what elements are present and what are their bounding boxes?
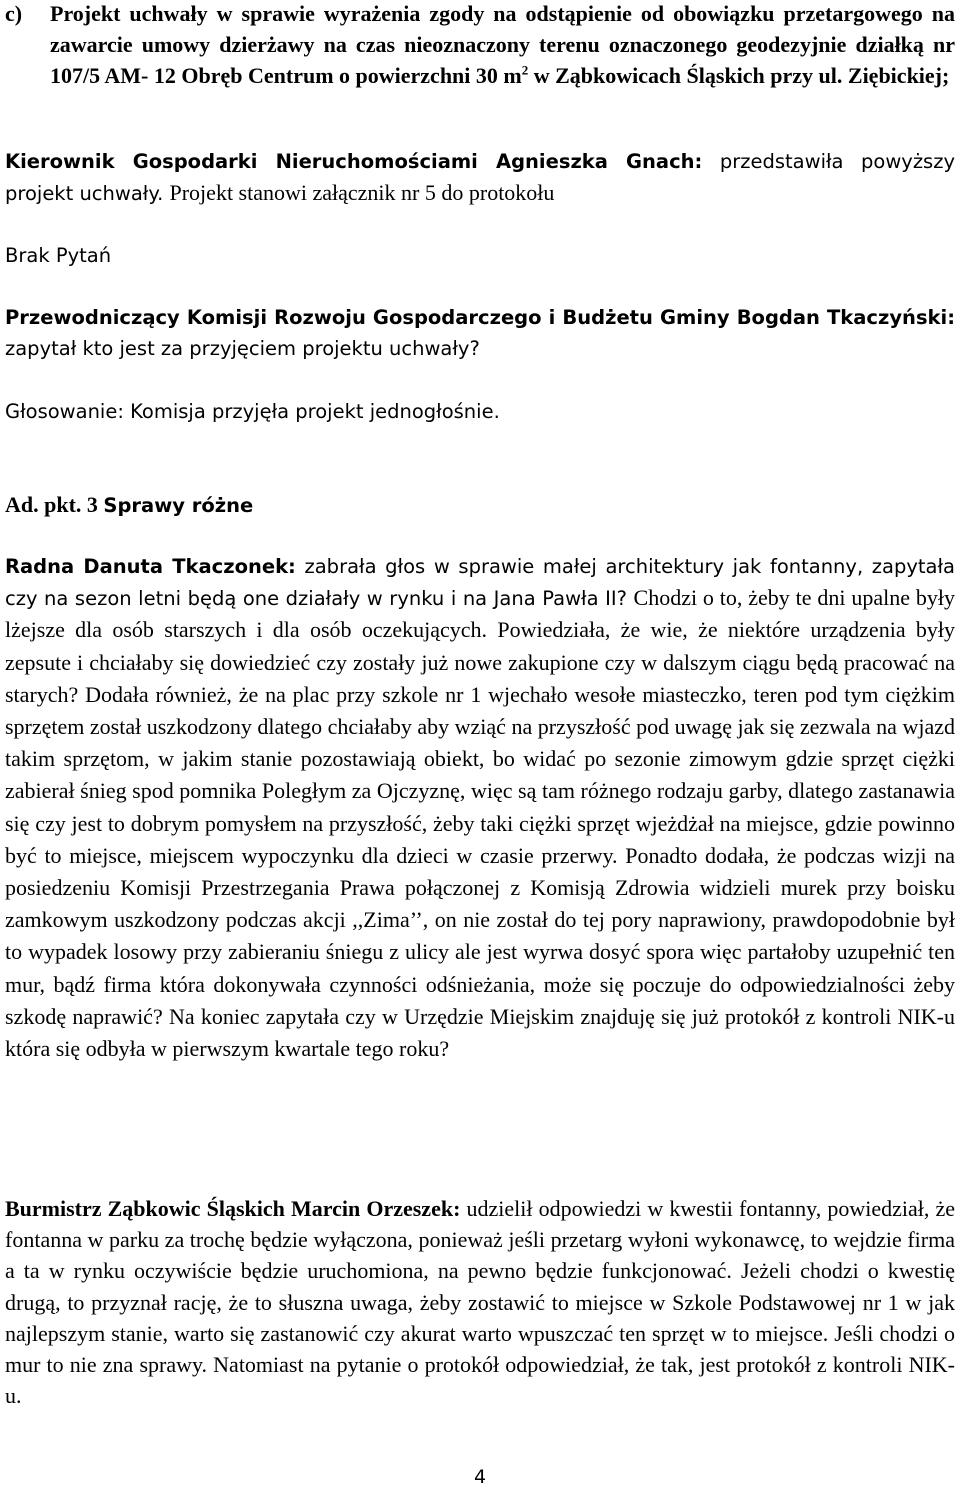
paragraph-vote: Głosowanie: Komisja przyjęła projekt jednogłośnie. (5, 400, 500, 423)
item-text: Projekt uchwały w sprawie wyrażenia zgody na odstąpienie od obowiązku przetargowego na zawarcie umowy dzierżawy na czas nieoznaczony terenu oznaczonego geodezyjnie działką nr 107/5 AM- 12 Obręb Centrum o powierzchni 30 $m^2$ w Ząbkowicach Śląskich przy ul. Ziębickiej; (50, 1, 955, 89)
paragraph-no-questions: Brak Pytań (5, 244, 112, 267)
speaker-name: Radna Danuta Tkaczonek: (5, 555, 296, 578)
speaker-name: Kierownik Gospodarki Nieruchomościami Agnieszka Gnach: (5, 150, 703, 173)
item-label: c) (5, 1, 23, 26)
page-number: 4 (473, 1466, 487, 1488)
agenda-item-c (5, 0, 955, 92)
paragraph-councillor: Radna Danuta Tkaczonek: zabrała głos w sprawie małej architektury jak fontanny, zapytała czy na sezon letni będą one działały w rynku i na Jana Pawła II? Chodzi o to, żeby te dni upalne były lżejsze dla osób starszych i dla osób oczekujących. Powiedziała, że wie, że niektóre urządzenia były zepsute i chciałaby się dowiedzieć czy zostały już nowe zakupione czy w dalszym ciągu będą pracować na starych? Dodała również, że na plac przy szkole nr 1 wjechało wesołe miasteczko, teren pod tym ciężkim sprzętem został uszkodzony dlatego chciałaby aby wziąć na przyszłość pod uwagę jak się zezwala na wjazd takim sprzętom, w jakim stanie pozostawiają obiekt, bo widać po sezonie zimowym gdzie sprzęt ciężki zabierał śnieg spod pomnika Poległym za Ojczyznę, więc są tam różnego rodzaju garby, dlatego zastanawia się czy jest to dobrym pomysłem na przyszłość, żeby taki ciężki sprzęt wjeżdżał na miejsce, gdzie powinno być to miejsce, miejscem wypoczynku dla dzieci w czasie przerwy. Ponadto dodała, że podczas wizji na posiedzeniu Komisji Przestrzegania Prawa połączonej z Komisją Zdrowia widzieli murek przy boisku zamkowym uszkodzony podczas akcji ,,Zima’’, on nie został do tej pory naprawiony, prawdopodobnie był to wypadek losowy przy zabieraniu śniegu z ulicy ale jest wyrwa dosyć spora więc partałoby uzupełnić ten mur, bądź firma która dokonywała czynności odśnieżania, może się poczuje do odpowiedzialności żeby szkodę naprawić? Na koniec zapytała czy w Urzędzie Miejskim znajduję się już protokół z kontroli NIK-u która się odbyła w pierwszym kwartale tego roku? (5, 555, 955, 1062)
speaker-name: Przewodniczący Komisji Rozwoju Gospodarczego i Budżetu Gminy Bogdan Tkaczyński: (5, 306, 955, 329)
paragraph-chair-question: Przewodniczący Komisji Rozwoju Gospodarczego i Budżetu Gminy Bogdan Tkaczyński: zapytał kto jest za przyjęciem projektu uchwały? (5, 306, 955, 361)
speaker-name: Burmistrz Ząbkowic Śląskich Marcin Orzeszek: (5, 1196, 461, 1221)
section-heading: Ad. pkt. 3 Sprawy różne (5, 492, 254, 517)
paragraph-presenter: Kierownik Gospodarki Nieruchomościami Agnieszka Gnach: przedstawiła powyższy projekt uchwały. Projekt stanowi załącznik nr 5 do protokołu (5, 150, 955, 206)
paragraph-mayor: Burmistrz Ząbkowic Śląskich Marcin Orzeszek: udzielił odpowiedzi w kwestii fontanny, powiedział, że fontanna w parku za trochę będzie wyłączona, ponieważ jeśli przetarg wyłoni wykonawcę, to wejdzie firma a ta w rynku oczywiście będzie uruchomiona, na pewno będzie funkcjonować. Jeżeli chodzi o kwestię drugą, to przyznał rację, że to słuszna uwaga, żeby zostawić to miejsce w Szkole Podstawowej nr 1 w jak najlepszym stanie, warto się zastanowić czy akurat warto wpuszczać ten sprzęt w to miejsce. Jeśli chodzi o mur to nie zna sprawy. Natomiast na pytanie o protokół odpowiedział, że tak, jest protokół z kontroli NIK-u. (5, 1196, 956, 1409)
